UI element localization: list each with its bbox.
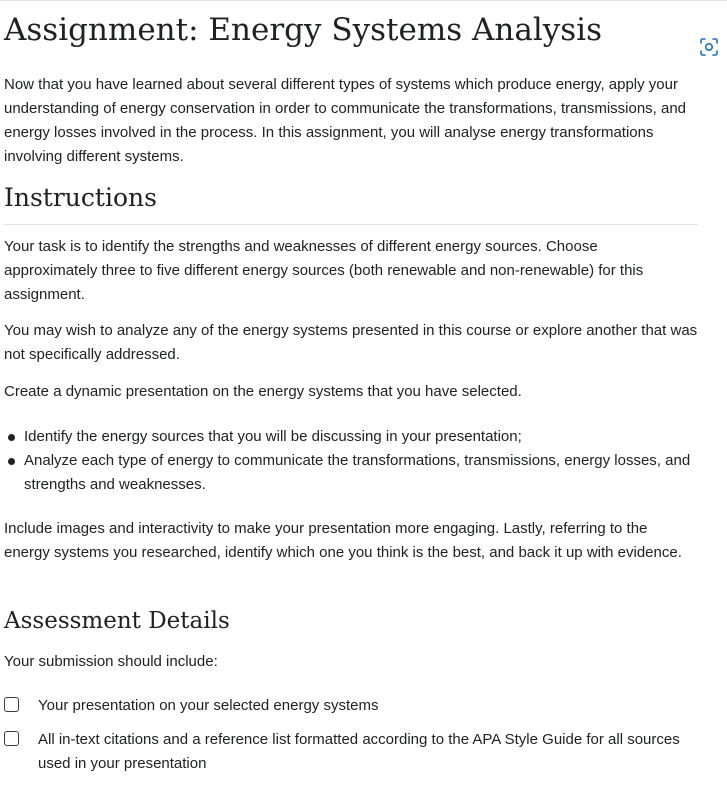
instructions-bullet-list	[4, 425, 698, 497]
instructions-divider	[4, 224, 698, 225]
list-item-text: Identify the energy sources that you will be discussing in your presentation;	[24, 428, 522, 445]
checkbox[interactable]	[4, 731, 19, 746]
instructions-paragraph-2: You may wish to analyze any of the energy systems presented in this course or explore another that was not specifically addressed.	[4, 322, 698, 363]
bullet-icon	[8, 434, 15, 441]
list-item	[4, 449, 698, 497]
focus-mode-icon[interactable]	[700, 38, 718, 56]
instructions-paragraph-1: Your task is to identify the strengths and weaknesses of different energy sources. Choose approximately three to five different energy sources (both renewable and non-renewable) for this assignment.	[4, 238, 644, 303]
submission-checklist	[4, 694, 694, 786]
top-divider	[0, 0, 727, 1]
checklist-item	[4, 728, 694, 776]
assessment-lead: Your submission should include:	[4, 653, 218, 670]
intro-paragraph: Now that you have learned about several different types of systems which produce energy, apply your understanding of energy conservation in order to communicate the transformations, transmissions, and energy losses involved in the process. In this assignment, you will analyse energy transformations involving different systems.	[4, 76, 687, 165]
bullet-icon	[8, 458, 15, 465]
checklist-item-text: Your presentation on your selected energy systems	[38, 697, 379, 714]
list-item	[4, 425, 698, 449]
instructions-paragraph-4: Include images and interactivity to make your presentation more engaging. Lastly, referring to the energy systems you researched, identify which one you think is the best, and back it up with evidence.	[4, 520, 682, 561]
checklist-item	[4, 694, 694, 718]
assessment-heading: Assessment Details	[4, 608, 230, 634]
checklist-item-text: All in-text citations and a reference list formatted according to the APA Style Guide for all sources used in your presentation	[38, 731, 680, 772]
instructions-heading: Instructions	[4, 183, 157, 212]
list-item-text: Analyze each type of energy to communicate the transformations, transmissions, energy losses, and strengths and weaknesses.	[24, 452, 691, 493]
page-title: Assignment: Energy Systems Analysis	[4, 12, 602, 48]
checkbox[interactable]	[4, 697, 19, 712]
instructions-paragraph-3: Create a dynamic presentation on the energy systems that you have selected.	[4, 383, 522, 400]
